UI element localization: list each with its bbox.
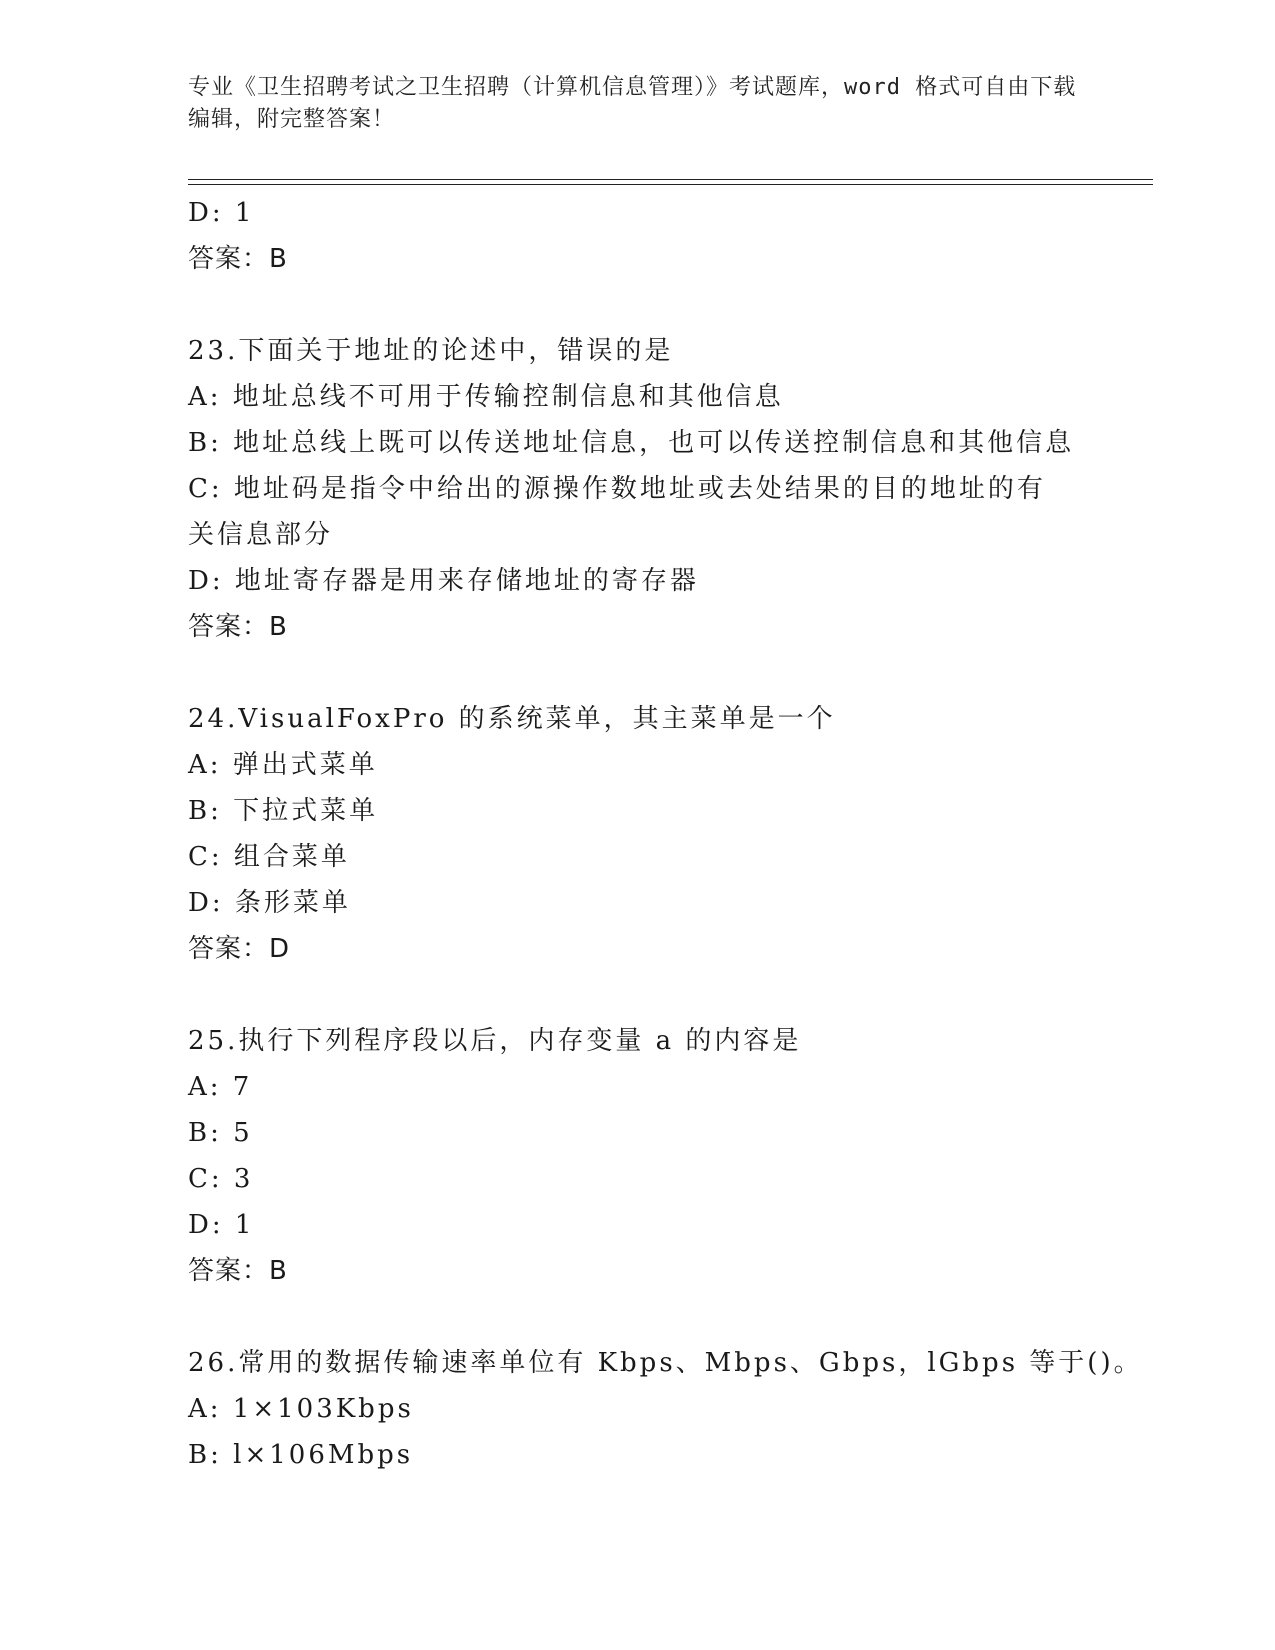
document-header: 专业《卫生招聘考试之卫生招聘（计算机信息管理）》考试题库，word 格式可自由下载编辑，附完整答案！ [188,75,1077,132]
question-block-26 [188,1340,1148,1478]
question-block-22-tail [188,190,1148,282]
answer-line: 答案：B [188,1256,288,1286]
answer-line: 答案：B [188,612,288,642]
option-d: D: 1 [188,1210,255,1240]
option-d: D: 地址寄存器是用来存储地址的寄存器 [188,566,699,596]
option-b: B: 下拉式菜单 [188,796,379,826]
question-text: 25.执行下列程序段以后，内存变量 a 的内容是 [188,1026,802,1056]
option-c: C: 3 [188,1164,254,1194]
option-b: B: l×106Mbps [188,1440,414,1470]
question-list [188,190,1148,1478]
option-c: C: 组合菜单 [188,842,350,872]
answer-line: 答案：B [188,244,288,274]
question-text: 24.VisualFoxPro 的系统菜单，其主菜单是一个 [188,704,836,734]
header-divider-bottom [188,184,1153,185]
option-a: A: 地址总线不可用于传输控制信息和其他信息 [188,382,784,412]
option-a: A: 弹出式菜单 [188,750,378,780]
option-a: A: 1×103Kbps [188,1394,414,1424]
option-d: D: 1 [188,198,255,228]
option-b: B: 5 [188,1118,253,1148]
question-block-24 [188,696,1148,972]
question-text: 26.常用的数据传输速率单位有 Kbps、Mbps、Gbps，lGbps 等于()。 [188,1348,1143,1378]
answer-line: 答案：D [188,934,291,964]
question-text: 23.下面关于地址的论述中，错误的是 [188,336,674,366]
option-b: B: 地址总线上既可以传送地址信息，也可以传送控制信息和其他信息 [188,428,1075,458]
option-d: D: 条形菜单 [188,888,351,918]
header-divider-top [188,179,1153,180]
question-block-23 [188,328,1148,650]
option-c: C: 地址码是指令中给出的源操作数地址或去处结果的目的地址的有关信息部分 [188,474,1046,550]
option-a: A: 7 [188,1072,253,1102]
question-block-25 [188,1018,1148,1294]
